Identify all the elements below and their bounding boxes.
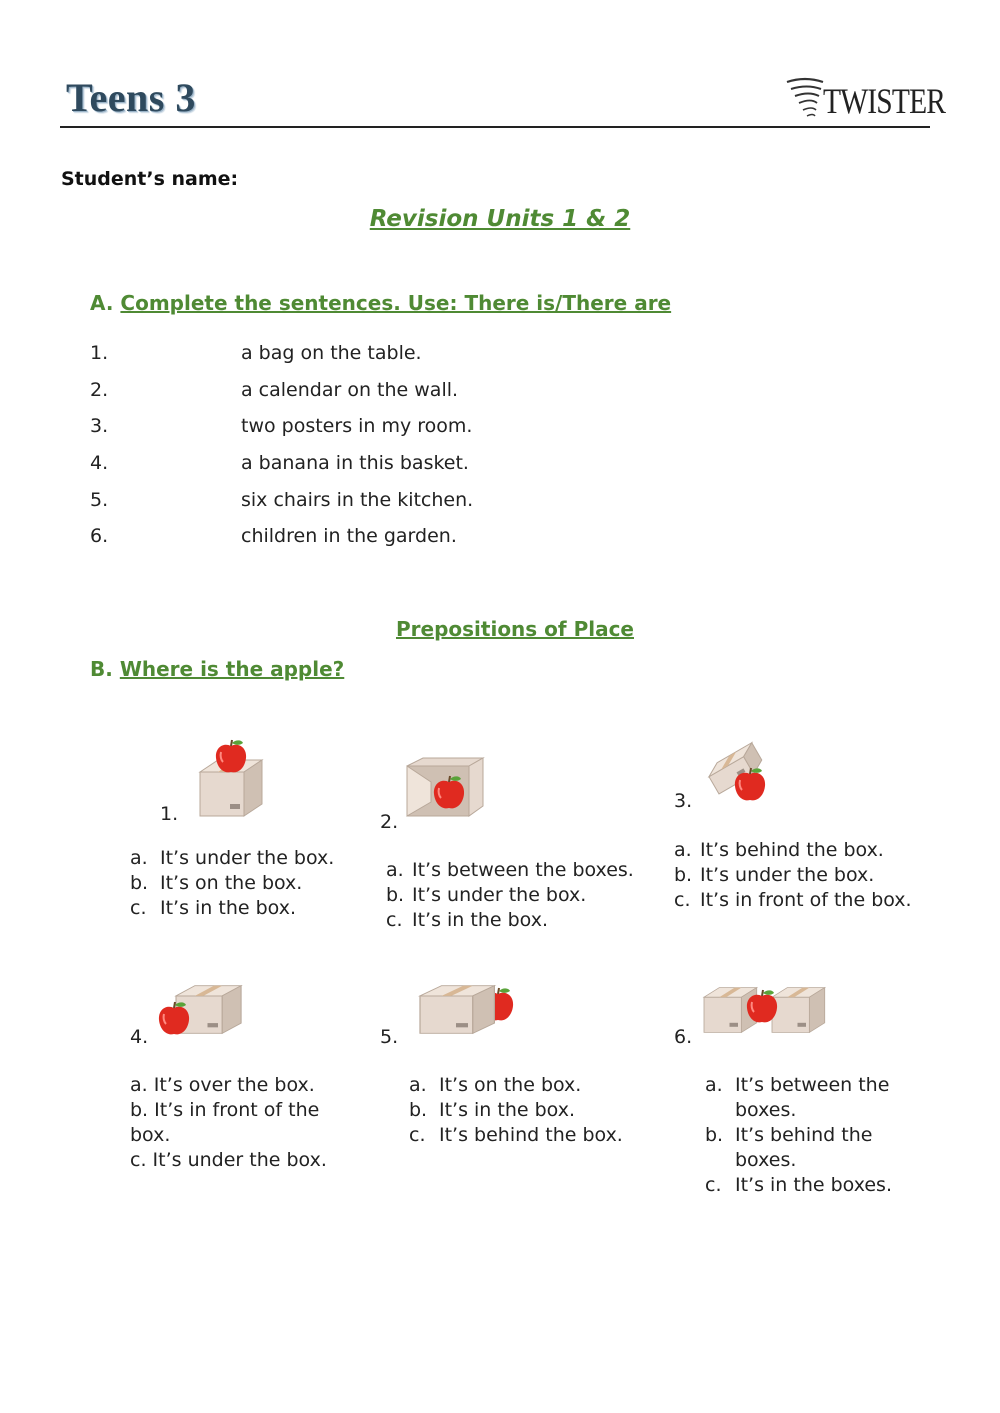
apple-under-box-icon xyxy=(700,742,772,804)
section-a-letter: A. xyxy=(90,291,114,315)
question-4-options xyxy=(130,1073,360,1173)
list-item: 1. a bag on the table. xyxy=(90,342,422,364)
option[interactable]: b. It’s under the box. xyxy=(386,884,587,906)
apple-between-boxes-icon xyxy=(704,984,830,1040)
option[interactable]: a. It’s between the boxes. xyxy=(705,1074,890,1121)
student-name-label: Student’s name: xyxy=(61,168,239,190)
tornado-icon xyxy=(785,76,825,120)
question-2-number: 2. xyxy=(380,811,399,833)
list-item: 3. two posters in my room. xyxy=(90,415,473,438)
option[interactable]: b. It’s in the box. xyxy=(409,1099,575,1121)
question-5-number: 5. xyxy=(380,1026,399,1048)
option[interactable]: a. It’s under the box. xyxy=(130,847,335,869)
apple-behind-box-icon xyxy=(418,984,514,1040)
section-a-list xyxy=(90,342,473,562)
option[interactable]: c. It’s in the boxes. xyxy=(705,1174,893,1196)
question-6-options xyxy=(705,1073,920,1198)
option[interactable]: c. It’s in the box. xyxy=(386,909,548,931)
section-b-letter: B. xyxy=(90,657,113,681)
apple-on-box-icon xyxy=(198,738,273,818)
section-a-heading xyxy=(90,291,671,315)
apple-in-front-of-box-icon xyxy=(156,984,246,1044)
question-5-options xyxy=(409,1073,623,1148)
brand-title: Teens 3 xyxy=(66,75,196,120)
section-b-instruction: Where is the apple? xyxy=(119,657,345,681)
header-divider xyxy=(60,126,930,128)
option[interactable]: c. It’s under the box. xyxy=(130,1149,327,1171)
option[interactable]: a. It’s over the box. xyxy=(130,1074,315,1096)
option[interactable]: c. It’s behind the box. xyxy=(409,1124,623,1146)
question-3-number: 3. xyxy=(674,790,693,812)
option[interactable]: b. It’s behind the boxes. xyxy=(705,1124,873,1171)
option[interactable]: b. It’s in front of the box. xyxy=(130,1099,320,1146)
list-item: 2. a calendar on the wall. xyxy=(90,378,459,401)
question-4-number: 4. xyxy=(130,1026,149,1048)
question-1-number: 1. xyxy=(160,803,179,825)
option[interactable]: b. It’s under the box. xyxy=(674,864,875,886)
section-a-instruction: Complete the sentences. Use: There is/There are xyxy=(120,291,672,315)
list-item: 4. a banana in this basket. xyxy=(90,452,469,475)
section-b-heading xyxy=(90,657,344,681)
list-item: 6. children in the garden. xyxy=(90,525,457,548)
twister-logo xyxy=(785,76,946,126)
option[interactable]: a. It’s behind the box. xyxy=(674,839,884,861)
option[interactable]: a. It’s between the boxes. xyxy=(386,859,634,881)
question-1-options xyxy=(130,846,334,921)
option[interactable]: c. It’s in the box. xyxy=(130,897,296,919)
list-item: 5. six chairs in the kitchen. xyxy=(90,488,474,511)
prepositions-subheading: Prepositions of Place xyxy=(396,617,634,641)
apple-in-box-icon xyxy=(405,758,487,820)
option[interactable]: a. It’s on the box. xyxy=(409,1074,582,1096)
question-6-number: 6. xyxy=(674,1026,693,1048)
option[interactable]: c. It’s in front of the box. xyxy=(674,889,912,911)
option[interactable]: b. It’s on the box. xyxy=(130,872,303,894)
page-title: Revision Units 1 & 2 xyxy=(369,206,631,232)
question-3-options xyxy=(674,838,912,913)
question-2-options xyxy=(386,858,634,933)
logo-text: TWISTER xyxy=(823,81,946,121)
